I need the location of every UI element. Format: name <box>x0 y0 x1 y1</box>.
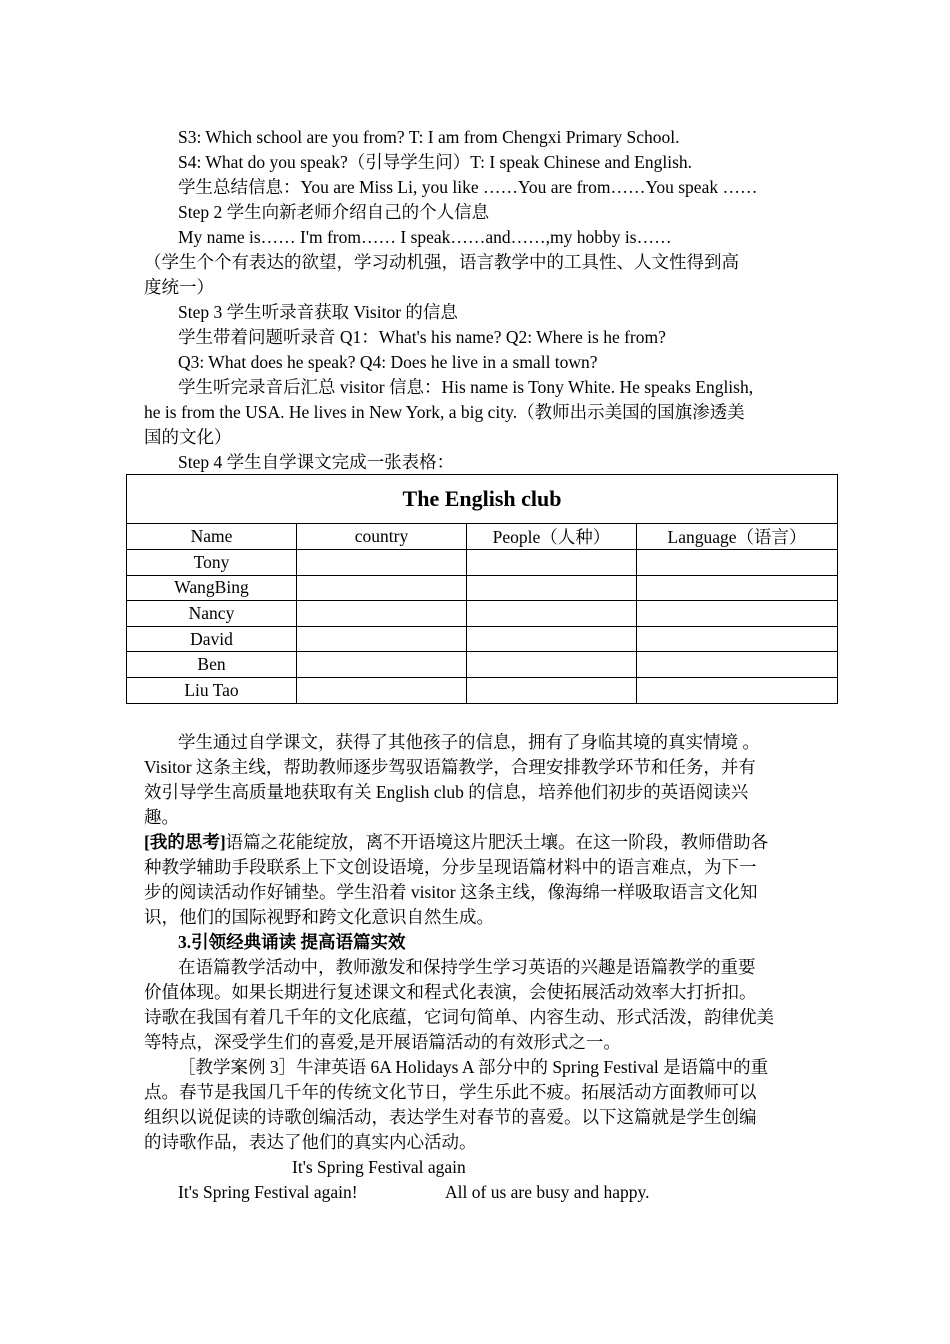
header-language: Language（语言） <box>637 524 838 550</box>
paragraph-case3-2: 点。春节是我国几千年的传统文化节日，学生乐此不疲。拓展活动方面教师可以 <box>144 1082 757 1102</box>
people-cell[interactable] <box>467 575 637 601</box>
poem-line-right: All of us are busy and happy. <box>445 1182 650 1202</box>
paragraph-self-study-3: 效引导学生高质量地获取有关 English club 的信息，培养他们初步的英语阅读兴 <box>144 782 749 802</box>
paragraph-note-line1: （学生个个有表达的欲望，学习动机强，语言教学中的工具性、人文性得到高 <box>144 252 739 272</box>
header-country: country <box>297 524 467 550</box>
table-header-row <box>127 524 838 550</box>
header-name: Name <box>127 524 297 550</box>
thinking-text: 语篇之花能绽放，离不开语境这片肥沃土壤。在这一阶段，教师借助各 <box>225 832 769 852</box>
paragraph-visitor-info-1: 学生听完录音后汇总 visitor 信息：His name is Tony White. He speaks English, <box>178 377 754 397</box>
people-cell[interactable] <box>467 626 637 652</box>
paragraph-poetry-3: 诗歌在我国有着几千年的文化底蕴，它词句简单、内容生动、形式活泼，韵律优美 <box>144 1007 774 1027</box>
poem-line-left: It's Spring Festival again! <box>178 1182 358 1202</box>
people-cell[interactable] <box>467 677 637 703</box>
paragraph-case3-1: ［教学案例 3］牛津英语 6A Holidays A 部分中的 Spring Festival 是语篇中的重 <box>178 1057 769 1077</box>
table-row <box>127 550 838 576</box>
paragraph-poetry-4: 等特点，深受学生们的喜爱,是开展语篇活动的有效形式之一。 <box>144 1032 621 1052</box>
paragraph-summary: 学生总结信息：You are Miss Li, you like ……You are from……You speak …… <box>178 177 758 197</box>
paragraph-thinking-4: 识，他们的国际视野和跨文化意识自然生成。 <box>144 907 494 927</box>
paragraph-note-line2: 度统一） <box>144 277 214 297</box>
name-cell: Ben <box>127 652 297 678</box>
english-club-table <box>126 474 838 704</box>
paragraph-case3-4: 的诗歌作品，表达了他们的真实内心活动。 <box>144 1132 477 1152</box>
people-cell[interactable] <box>467 550 637 576</box>
paragraph-thinking-3: 步的阅读活动作好铺垫。学生沿着 visitor 这条主线，像海绵一样吸取语言文化知 <box>144 882 758 902</box>
step-3-heading: Step 3 学生听录音获取 Visitor 的信息 <box>178 302 458 322</box>
thinking-label: [我的思考] <box>144 832 226 852</box>
poem-title: It's Spring Festival again <box>292 1157 466 1177</box>
paragraph-intro-template: My name is…… I'm from…… I speak……and……,my hobby is…… <box>178 227 672 247</box>
table-row <box>127 677 838 703</box>
table-row <box>127 626 838 652</box>
table-row <box>127 652 838 678</box>
name-cell: David <box>127 626 297 652</box>
name-cell: Nancy <box>127 601 297 627</box>
paragraph-visitor-info-3: 国的文化） <box>144 427 232 447</box>
country-cell[interactable] <box>297 626 467 652</box>
paragraph-thinking-2: 种教学辅助手段联系上下文创设语境，分步呈现语篇材料中的语言难点，为下一 <box>144 857 757 877</box>
paragraph-visitor-info-2: he is from the USA. He lives in New York, a big city.（教师出示美国的国旗渗透美 <box>144 402 745 422</box>
header-people: People（人种） <box>467 524 637 550</box>
paragraph-thinking-1 <box>144 830 768 854</box>
table-row <box>127 575 838 601</box>
name-cell: WangBing <box>127 575 297 601</box>
paragraph-case3-3: 组织以说促读的诗歌创编活动，表达学生对春节的喜爱。以下这篇就是学生创编 <box>144 1107 757 1127</box>
step-2-heading: Step 2 学生向新老师介绍自己的个人信息 <box>178 202 490 222</box>
country-cell[interactable] <box>297 575 467 601</box>
country-cell[interactable] <box>297 601 467 627</box>
paragraph-questions-2: Q3: What does he speak? Q4: Does he live in a small town? <box>178 352 598 372</box>
step-4-heading: Step 4 学生自学课文完成一张表格： <box>178 452 455 472</box>
table-title: The English club <box>127 475 838 524</box>
people-cell[interactable] <box>467 652 637 678</box>
paragraph-s4: S4: What do you speak?（引导学生问）T: I speak Chinese and English. <box>178 152 693 172</box>
name-cell: Liu Tao <box>127 677 297 703</box>
paragraph-poetry-2: 价值体现。如果长期进行复述课文和程式化表演，会使拓展活动效率大打折扣。 <box>144 982 757 1002</box>
section-heading-3: 3.引领经典诵读 提高语篇实效 <box>178 932 406 952</box>
table-row <box>127 601 838 627</box>
language-cell[interactable] <box>637 626 838 652</box>
paragraph-questions-1: 学生带着问题听录音 Q1：What's his name? Q2: Where is he from? <box>178 327 666 347</box>
language-cell[interactable] <box>637 601 838 627</box>
country-cell[interactable] <box>297 550 467 576</box>
paragraph-s3: S3: Which school are you from? T: I am from Chengxi Primary School. <box>178 127 680 147</box>
language-cell[interactable] <box>637 550 838 576</box>
paragraph-self-study-4: 趣。 <box>144 807 179 827</box>
language-cell[interactable] <box>637 575 838 601</box>
people-cell[interactable] <box>467 601 637 627</box>
country-cell[interactable] <box>297 652 467 678</box>
language-cell[interactable] <box>637 652 838 678</box>
name-cell: Tony <box>127 550 297 576</box>
language-cell[interactable] <box>637 677 838 703</box>
paragraph-self-study-2: Visitor 这条主线，帮助教师逐步驾驭语篇教学，合理安排教学环节和任务，并有 <box>144 757 756 777</box>
country-cell[interactable] <box>297 677 467 703</box>
paragraph-poetry-1: 在语篇教学活动中，教师激发和保持学生学习英语的兴趣是语篇教学的重要 <box>178 957 756 977</box>
paragraph-self-study-1: 学生通过自学课文，获得了其他孩子的信息，拥有了身临其境的真实情境 。 <box>178 732 760 752</box>
